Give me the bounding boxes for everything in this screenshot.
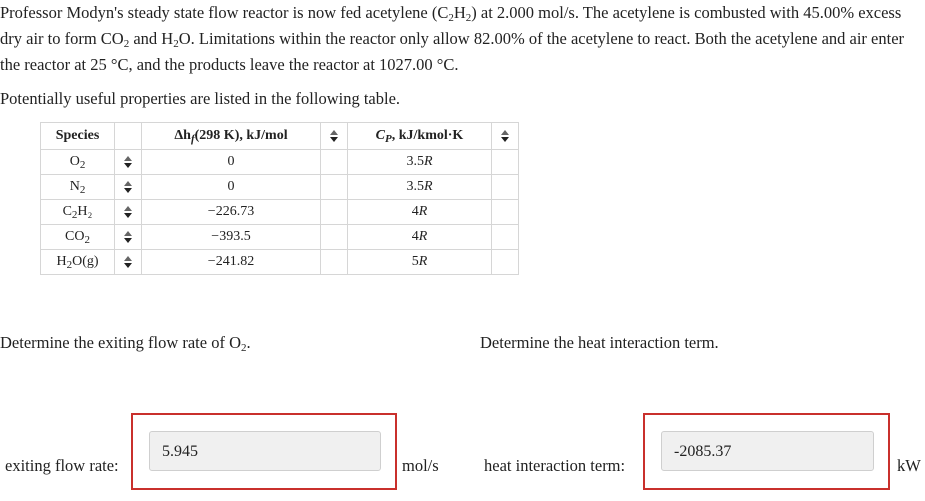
question-o2: Determine the exiting flow rate of $O_2$. [0, 333, 251, 354]
table-row [41, 175, 519, 200]
species-cell: $C_2H_2$ [41, 200, 115, 225]
species-cell: $CO_2$ [41, 225, 115, 250]
empty-cell [321, 250, 348, 275]
cp-cell: 4R [348, 225, 492, 250]
species-cell: $N_2$ [41, 175, 115, 200]
cp-cell: 4R [348, 200, 492, 225]
enthalpy-cell: 0 [142, 150, 321, 175]
enthalpy-cell: −226.73 [142, 200, 321, 225]
sort-arrows-icon [330, 130, 338, 142]
header-species: Species [41, 123, 115, 150]
empty-cell [321, 150, 348, 175]
properties-note: Potentially useful properties are listed in the following table. [0, 89, 401, 108]
sort-arrows-icon [124, 231, 132, 243]
header-cp: $C_P$, kJ/kmol·K [348, 123, 492, 150]
heat-box [643, 413, 890, 490]
properties-table [40, 122, 519, 275]
problem-statement: Professor Modyn's steady state flow reactor is now fed acetylene $(C_2H_2)$ at 2.000 mol/s. The acetylene is combusted with 45.00% excess dry air to form $CO_2$ and $H_2O$. Limitations within the reactor only allow 82.00% of the acetylene to react. Both the acetylene and air enter the reactor at 25 °C, and the products leave the reactor at 1027.00 °C. [0, 3, 905, 74]
cp-cell: 5R [348, 250, 492, 275]
species-cell: $O_2$ [41, 150, 115, 175]
sort-arrows-icon [124, 181, 132, 193]
flow-rate-box [131, 413, 397, 490]
empty-cell [321, 200, 348, 225]
row-sort-button[interactable] [115, 250, 142, 275]
cp-cell: 3.5R [348, 150, 492, 175]
heat-input[interactable]: -2085.37 [661, 431, 874, 471]
table-row [41, 150, 519, 175]
sort-arrows-icon [124, 206, 132, 218]
enthalpy-cell: −241.82 [142, 250, 321, 275]
empty-cell [492, 175, 519, 200]
enthalpy-cell: 0 [142, 175, 321, 200]
sort-enthalpy-button[interactable] [321, 123, 348, 150]
heat-label: heat interaction term: [484, 456, 626, 475]
row-sort-button[interactable] [115, 225, 142, 250]
flow-rate-input[interactable]: 5.945 [149, 431, 381, 471]
sort-arrows-icon [124, 256, 132, 268]
enthalpy-cell: −393.5 [142, 225, 321, 250]
row-sort-button[interactable] [115, 150, 142, 175]
flow-rate-label: exiting flow rate: [5, 456, 119, 475]
empty-cell [492, 225, 519, 250]
empty-cell [492, 250, 519, 275]
flow-rate-unit: mol/s [402, 456, 439, 475]
sort-species[interactable] [115, 123, 142, 150]
question-heat: Determine the heat interaction term. [480, 333, 719, 352]
sort-arrows-icon [501, 130, 509, 142]
species-cell: $H_2O(g)$ [41, 250, 115, 275]
table-row [41, 225, 519, 250]
row-sort-button[interactable] [115, 175, 142, 200]
sort-cp-button[interactable] [492, 123, 519, 150]
table-row [41, 200, 519, 225]
table-row [41, 250, 519, 275]
empty-cell [321, 175, 348, 200]
empty-cell [321, 225, 348, 250]
sort-arrows-icon [124, 156, 132, 168]
row-sort-button[interactable] [115, 200, 142, 225]
cp-cell: 3.5R [348, 175, 492, 200]
header-enthalpy: $\Delta h_f(298$ K), kJ/mol [142, 123, 321, 150]
empty-cell [492, 150, 519, 175]
heat-unit: kW [897, 456, 921, 475]
empty-cell [492, 200, 519, 225]
